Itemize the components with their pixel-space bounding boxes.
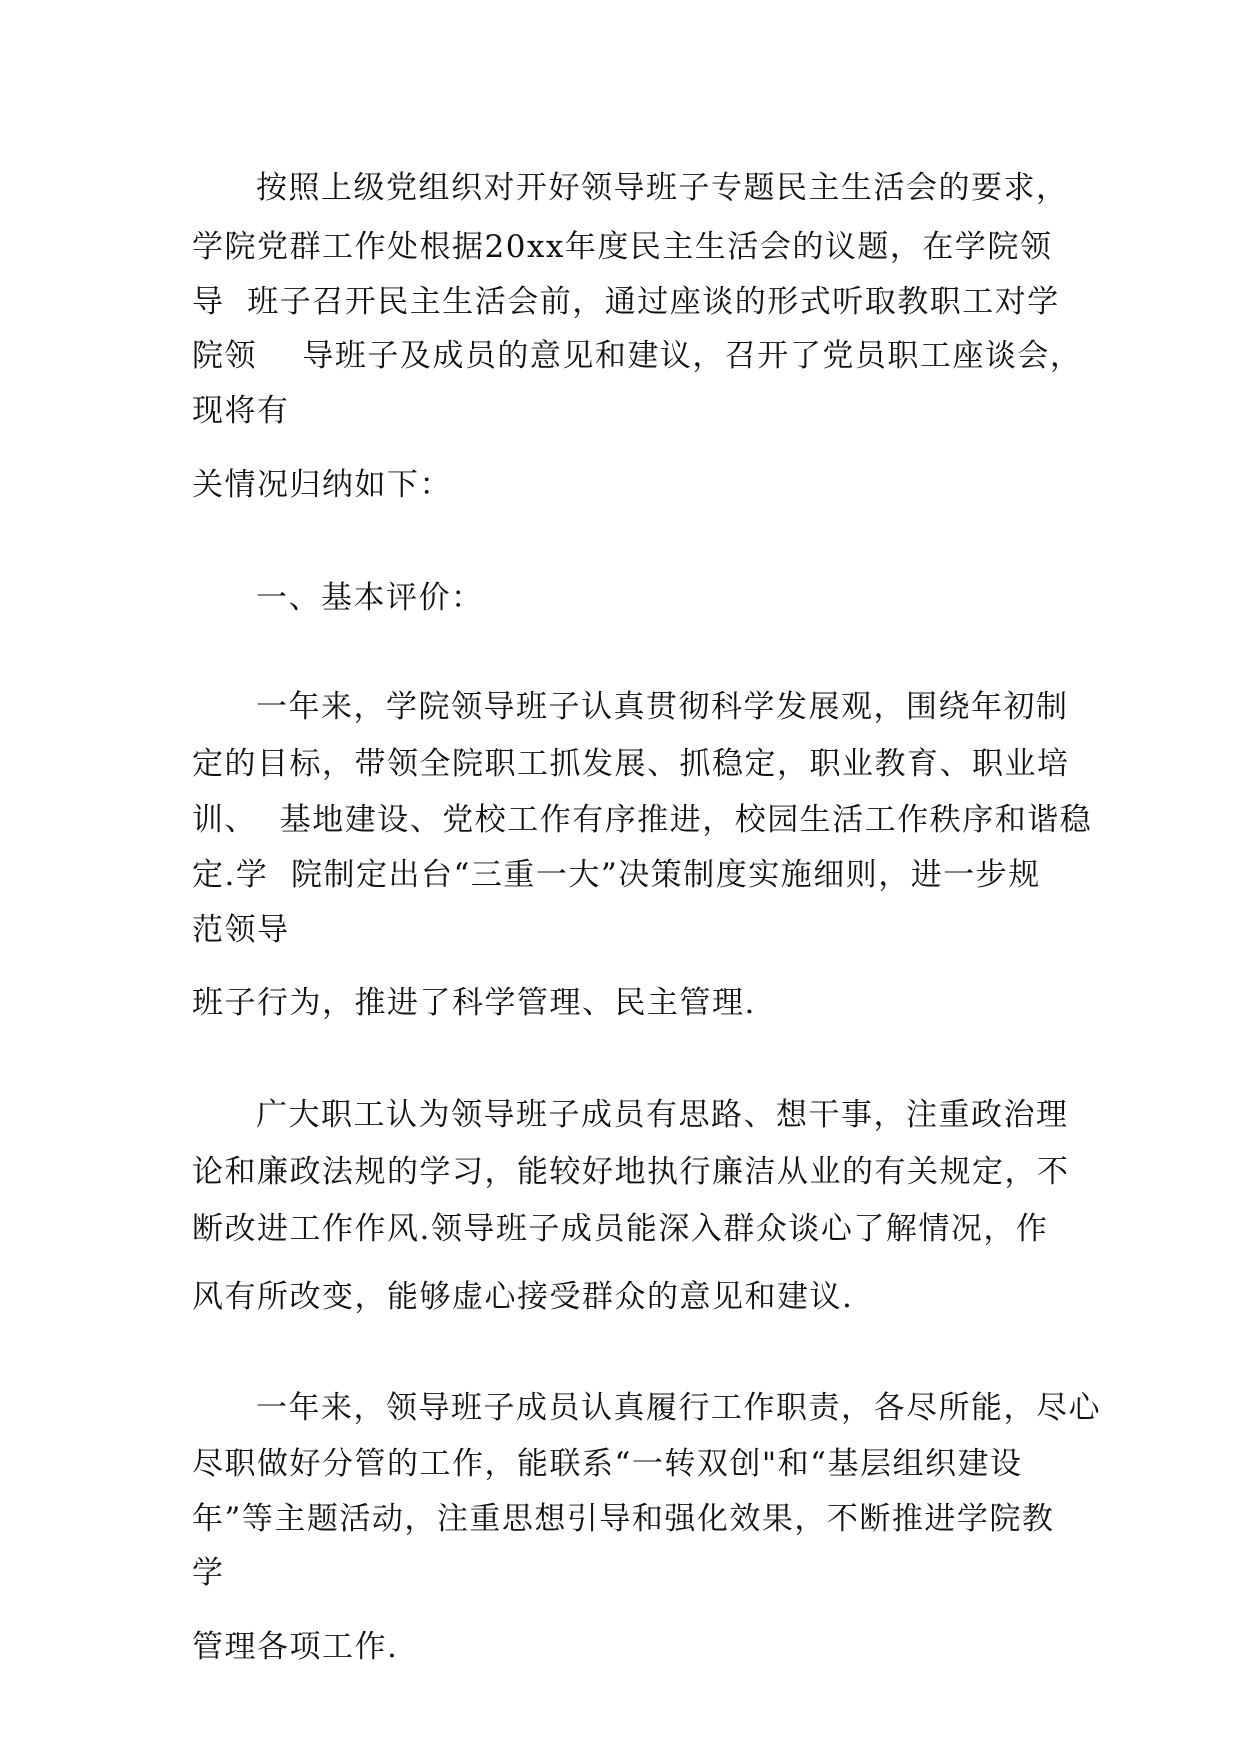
text-line: 学院党群工作处根据20xx年度民主生活会的议题，在学院领 <box>192 229 1053 265</box>
text-line: 院领 导班子及成员的意见和建议，召开了党员职工座谈会， <box>192 338 1083 374</box>
text-line: 年”等主题活动，注重思想引导和强化效果，不断推进学院教 <box>192 1501 1055 1537</box>
text-line: 定的目标，带领全院职工抓发展、抓稳定，职业教育、职业培 <box>192 746 1070 782</box>
text-line: 一年来，领导班子成员认真履行工作职责，各尽所能，尽心 <box>256 1390 1101 1426</box>
section-heading: 一、基本评价： <box>256 580 484 616</box>
text-line: 一年来，学院领导班子认真贯彻科学发展观，围绕年初制 <box>256 689 1069 725</box>
text-line: 范领导 <box>192 912 290 948</box>
text-line: 定.学 院制定出台“三重一大”决策制度实施细则，进一步规 <box>192 857 1041 893</box>
text-line: 班子行为，推进了科学管理、民主管理. <box>192 985 756 1021</box>
text-line: 论和廉政法规的学习，能较好地执行廉洁从业的有关规定，不 <box>192 1154 1070 1190</box>
text-line: 导 班子召开民主生活会前，通过座谈的形式听取教职工对学 <box>192 284 1060 320</box>
text-line: 尽职做好分管的工作，能联系“一转双创"和“基层组织建设 <box>192 1446 1023 1482</box>
text-line: 管理各项工作. <box>192 1629 399 1665</box>
text-line: 风有所改变，能够虚心接受群众的意见和建议. <box>192 1279 854 1315</box>
text-line: 现将有 <box>192 393 290 429</box>
text-line: 断改进工作作风.领导班子成员能深入群众谈心了解情况，作 <box>192 1211 1049 1247</box>
text-line: 按照上级党组织对开好领导班子专题民主生活会的要求， <box>256 170 1069 206</box>
text-line: 学 <box>192 1555 225 1591</box>
text-line: 训、 基地建设、党校工作有序推进，校园生活工作秩序和谐稳 <box>192 802 1093 838</box>
text-line: 广大职工认为领导班子成员有思路、想干事，注重政治理 <box>256 1097 1069 1133</box>
text-line: 关情况归纳如下： <box>192 467 452 503</box>
